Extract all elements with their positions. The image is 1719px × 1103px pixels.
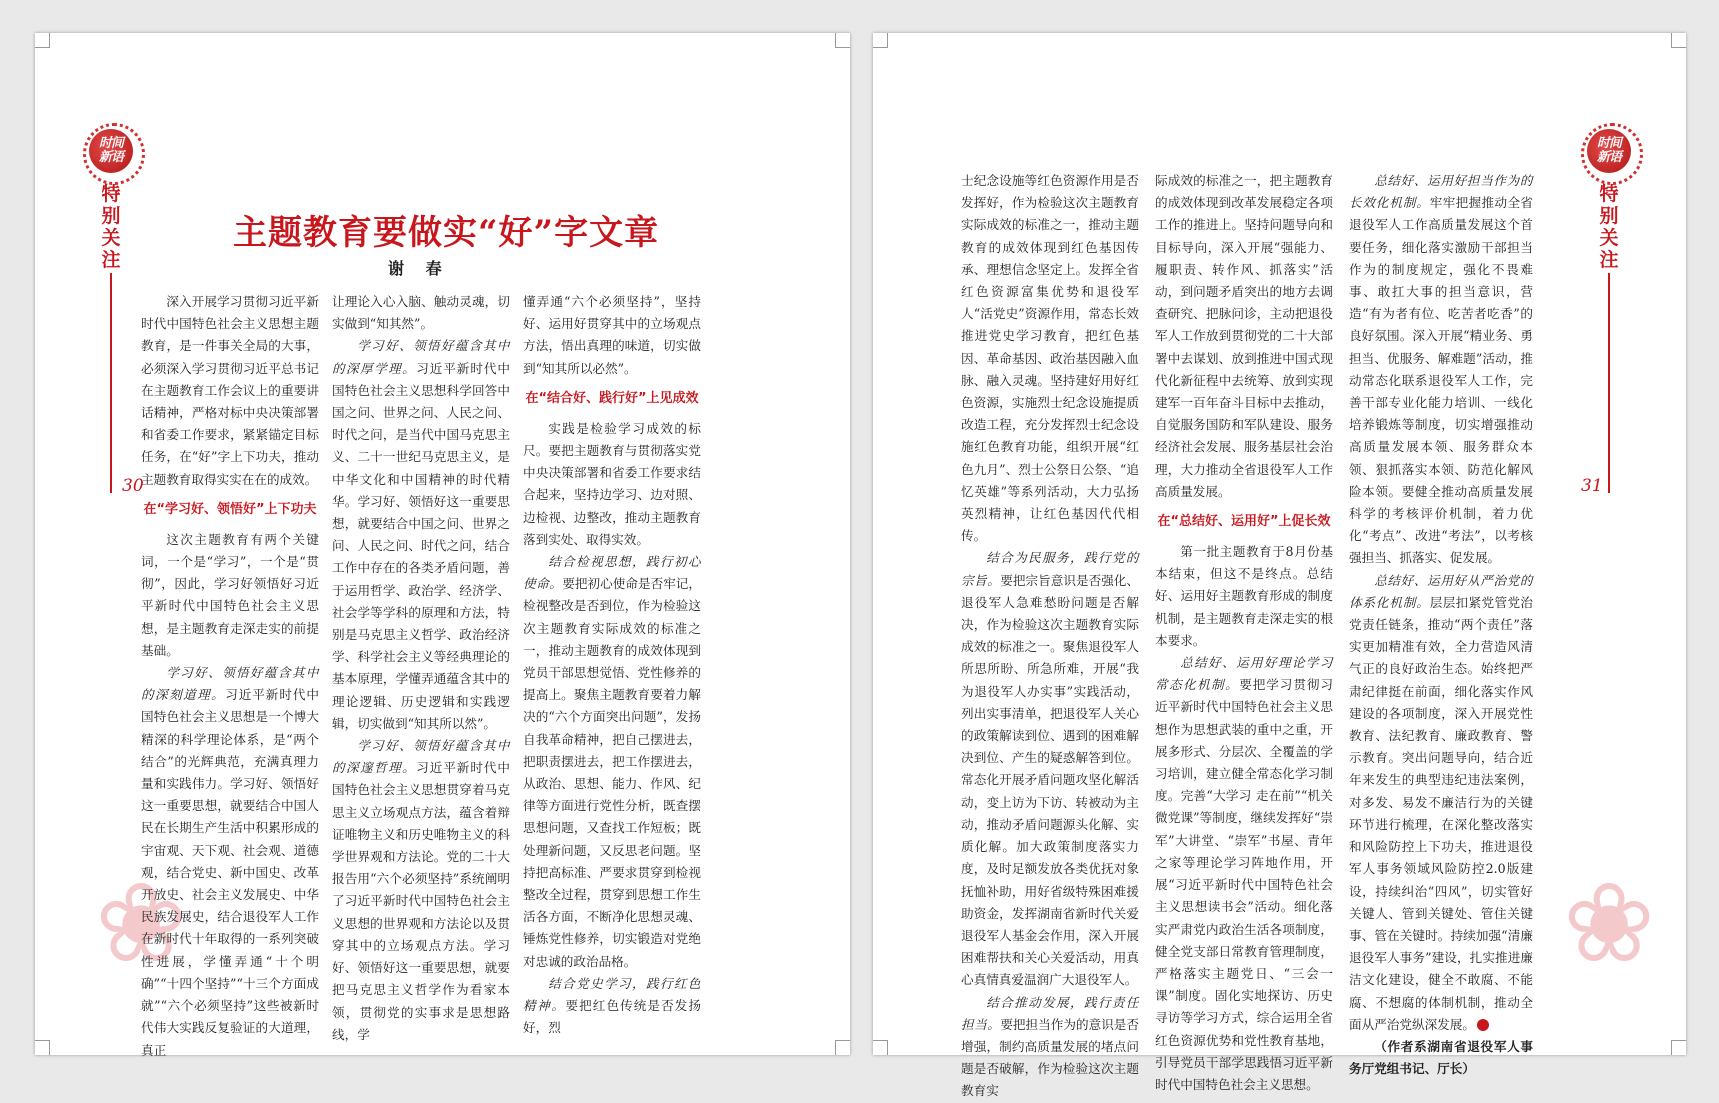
section-rule [1608,273,1610,493]
paragraph-text: 这次主题教育有两个关键词，一个是“学习”，一个是“贯彻”，因此，学习好领悟好习近平新时代中国特色社会主义思想，是主题教育走深走实的前提基础。 [141,531,319,658]
crop-mark [1671,1040,1686,1055]
paragraph [523,551,701,973]
paragraph [141,662,319,1062]
paragraph [523,291,701,380]
author-note [1349,1036,1533,1080]
paragraph-text: 牢牢把握推动全省退役军人工作高质量发展这个首要任务，细化落实激励干部担当作为的制度规定，强化不畏难事、敢扛大事的担当意识，营造“有为者有位、吃苦者吃香”的良好氛围。深入开展“精业务、勇担当、优服务、解难题”活动，推动常态化联系退役军人工作，完善干部专业化能力培训、一线化培养锻炼等制度，切实增强推动高质量发展本领、服务群众本领、狠抓落实本领、防范化解风险本领。要健全推动高质量发展科学的考核评价机制，着力优化“考点”、改进“考法”，以考核强担当、抓落实、促发展。 [1349,195,1534,566]
paragraph [1349,570,1533,1036]
article-column [1155,170,1334,1092]
paragraph-text: 要把初心使命是否牢记，检视整改是否到位，作为检验这次主题教育实际成效的标准之一，推动主题教育的成效体现到党员干部思想觉悟、党性修养的提高上。聚焦主题教育要着力解决的“六个方面突出问题”，发扬自我革命精神，把自己摆进去，把职责摆进去，把工作摆进去，从政治、思想、能力、作风、纪律等方面进行党性分析，既查摆思想问题，又查找工作短板；既处理新问题，又反思老问题。坚持把高标准、严要求贯穿到检视整改全过程，贯穿到思想工作生活各方面，不断净化思想灵魂、锤炼党性修养，切实锻造对党绝对忠诚的政治品格。 [523,576,702,969]
crop-mark [35,1040,50,1055]
paragraph-lead: 总结好、运用好理论学习常态化机制。 [1155,655,1333,693]
section-heading: 在“学习好、领悟好”上下功夫 [143,501,317,517]
paragraph [332,335,510,735]
paragraph-text: 懂弄通“六个必须坚持”，坚持好、运用好贯穿其中的立场观点方法，悟出真理的味道，切实做到“知其所以必然”。 [523,294,701,376]
section-rule [110,273,112,493]
paragraph [1155,170,1333,503]
section-label: 特别关注 [1599,183,1619,271]
paragraph-text: 要把宗旨意识是否强化、退役军人急难愁盼问题是否解决，作为检验这次主题教育实际成效的标准之一。聚焦退役军人所思所盼、所急所难，开展“我为退役军人办实事”实践活动，列出实事清单，把退役军人关心的政策解读到位、遇到的困难解决到位、产生的疑惑解答到位。常态化开展矛盾问题攻坚化解活动，变上访为下访、转被动为主动，推动矛盾问题源头化解、实质化解。加大政策制度落实力度，及时足额发放各类优抚对象抚恤补助，用好省级特殊困难援助资金，发挥湖南省新时代关爱退役军人基金会作用，深入开展困难帮扶和关心关爱活动，用真心真情真爱温润广大退役军人。 [961,572,1140,988]
article-author: 谢 春 [388,259,450,278]
paragraph-text: 层层扣紧党管党治党责任链条，推动“两个责任”落实更加精准有效，全力营造风清气正的良好政治生态。始终把严肃纪律挺在前面，细化落实作风建设的各项制度，深入开展党性教育、法纪教育、廉政教育、警示教育。突出问题导向，结合近年来发生的典型违纪违法案例，对多发、易发不廉洁行为的关键环节进行梳理，在深化整改落实和风险防控上下功夫，推进退役军人事务领域风险防控2.0版建设，持续纠治“四风”，切实管好关键人、管到关键处、管住关键事、管在关键时。持续加强“清廉退役军人事务”建设，扎实推进廉洁文化建设，健全不敢腐、不能腐、不想腐的体制机制，推动全面从严治党纵深发展。 [1349,594,1534,1032]
article-column [141,291,320,1058]
section-label: 特别关注 [101,183,121,271]
paragraph-text: 习近平新时代中国特色社会主义思想贯穿着马克思主义立场观点方法，蕴含着辩证唯物主义和历史唯物主义的科学世界观和方法论。党的二十大报告用“六个必须坚持”系统阐明了习近平新时代中国特色社会主义思想的世界观和方法论以及贯穿其中的立场观点方法。学习好、领悟好这一重要思想，就要把马克思主义哲学作为看家本领，贯彻党的实事求是思想路线，学 [332,760,511,1042]
section-heading: 在“结合好、践行好”上见成效 [525,390,699,406]
crop-mark [835,33,850,48]
paragraph-text: 要把红色传统是否发扬好，烈 [523,998,702,1036]
paragraph-lead: 总结好、运用好从严治党的体系化机制。 [1349,572,1533,610]
article-column [1349,170,1534,1076]
paragraph-text: 让理论入心入脑、触动灵魂，切实做到“知其然”。 [332,294,510,332]
crop-mark [873,33,888,48]
crop-mark [873,1040,888,1055]
paragraph-lead: 结合党史学习，践行红色精神。 [523,975,701,1014]
paragraph [1155,652,1333,1096]
page-number: 30 [122,476,144,496]
paragraph-text: 要把担当作为的意识是否增强，制约高质量发展的堵点问题是否破解，作为检验这次主题教育实 [961,1016,1140,1099]
paragraph-lead: 学习好、领悟好蕴含其中的深刻道理。 [141,665,319,703]
article-column [961,170,1140,1099]
paragraph-lead: 总结好、运用好担当作为的长效化机制。 [1349,173,1533,211]
paragraph [961,170,1139,547]
end-mark-icon [1477,1019,1489,1031]
decorative-cloud-icon: ❀ [95,859,188,987]
paragraph [332,735,510,1046]
paragraph-text: 第一批主题教育于8月份基本结束，但这不是终点。总结好、运用好主题教育形成的制度机制，是主题教育走深走实的根本要求。 [1155,544,1333,648]
left-page [35,33,850,1058]
paragraph [141,291,319,491]
paragraph-text: 要把学习贯彻习近平新时代中国特色社会主义思想作为思想武装的重中之重，开展多形式、分层次、全覆盖的学习培训，建立健全常态化学习制度。完善“大学习 走在前”“机关微党课”等制度，继续发挥好“崇军”大讲堂、“崇军”书屋、青年之家等理论学习阵地作用，开展“习近平新时代中国特色社会主义思想读书会”活动。细化落实严肃党内政治生活各项制度，健全党支部日常教育管理制度，严格落实主题党日、“三会一课”制度。固化实地探访、历史寻访等学习方式，综合运用全省红色资源优势和党性教育基地，引导党员干部学思践悟习近平新时代中国特色社会主义思想。 [1155,677,1334,1092]
decorative-cloud-icon: ❀ [1563,859,1656,987]
paragraph-lead: 结合检视思想，践行初心使命。 [523,554,701,592]
article-column [332,291,511,1042]
paragraph-lead: 结合为民服务，践行党的宗旨。 [961,550,1139,588]
paragraph-text: 习近平新时代中国特色社会主义思想科学回答中国之问、世界之问、人民之问、时代之问，是当代中国马克思主义、二十一世纪马克思主义，是中华文化和中国精神的时代精华。学习好、领悟好这一重要思想，就要结合中国之问、世界之问、人民之问、时代之问，结合工作中存在的各类矛盾问题，善于运用哲学、政治学、经济学、社会学等学科的原理和方法，特别是马克思主义哲学、政治经济学、科学社会主义等经典理论的基本原理，学懂弄通蕴含其中的理论逻辑、历史逻辑和实践逻辑，切实做到“知其所以然”。 [332,360,511,731]
paragraph [523,418,701,551]
paragraph [141,529,319,662]
section-heading: 在“总结好、运用好”上促长效 [1157,514,1331,530]
paragraph-text: 习近平新时代中国特色社会主义思想是一个博大精深的科学理论体系，是“两个结合”的光辉典范，充满真理力量和实践伟力。学习好、领悟好这一重要思想，就要结合中国人民在长期生产生活中积累形成的宇宙观、天下观、社会观、道德观，结合党史、新中国史、改革开放史、社会主义发展史、中华民族发展史，结合退役军人工作在新时代十年取得的一系列突破性进展，学懂弄通“十个明确”“十四个坚持”“十三个方面成就”“六个必须坚持”这些被新时代伟大实践反复验证的大道理，真正 [141,687,320,1058]
paragraph-text: （作者系湖南省退役军人事务厅党组书记、厅长） [1349,1038,1533,1076]
paragraph-text: 实践是检验学习成效的标尺。要把主题教育与贯彻落实党中央决策部署和省委工作要求结合起来，坚持边学习、边对照、边检视、边整改，推动主题教育落到实处、取得实效。 [523,420,701,547]
paragraph-lead: 学习好、领悟好蕴含其中的深厚学理。 [332,338,510,376]
paragraph-lead: 学习好、领悟好蕴含其中的深邃哲理。 [332,738,510,776]
crop-mark [1671,33,1686,48]
paragraph [332,291,510,335]
article-column [523,291,702,1036]
paragraph [1155,541,1333,652]
paragraph [523,973,701,1040]
page-number: 31 [1581,476,1603,496]
paragraph-lead: 结合推动发展，践行责任担当。 [961,994,1139,1032]
crop-mark [835,1040,850,1055]
paragraph-text: 深入开展学习贯彻习近平新时代中国特色社会主义思想主题教育，是一件事关全局的大事，必须深入学习贯彻习近平总书记在主题教育工作会议上的重要讲话精神，严格对标中央决策部署和省委工作要求，紧紧锚定目标任务，在“好”字上下功夫，推动主题教育取得实实在在的成效。 [141,294,319,487]
column-badge-logo: 时间 新语 [89,129,133,173]
paragraph [1349,170,1533,570]
paragraph [961,547,1139,991]
paragraph [961,992,1139,1103]
paragraph-text: 际成效的标准之一，把主题教育的成效体现到改革发展稳定各项工作的推进上。坚持问题导向和目标导向，深入开展“强能力、履职责、转作风、抓落实”活动，到问题矛盾突出的地方去调查研究、把脉问诊，主动把退役军人工作放到贯彻党的二十大部署中去谋划、放到推进中国式现代化新征程中去统筹、放到实现建军一百年奋斗目标中去推动，自觉服务国防和军队建设、服务经济社会发展、服务基层社会治理，大力推动全省退役军人工作高质量发展。 [1155,173,1333,499]
column-badge-logo: 时间 新语 [1587,129,1631,173]
article-title: 主题教育要做实“好”字文章 [233,213,660,253]
right-page [873,33,1686,1099]
paragraph-text: 士纪念设施等红色资源作用是否发挥好，作为检验这次主题教育实际成效的标准之一，推动主题教育的成效体现到红色基因传承、理想信念坚定上。发挥全省红色资源富集优势和退役军人“活党史”资源作用，常态长效推进党史学习教育，把红色基因、革命基因、政治基因融入血脉、融入灵魂。坚持建好用好红色资源，实施烈士纪念设施提质改造工程，充分发挥烈士纪念设施红色教育功能，组织开展“红色九月”、烈士公祭日公祭、“追忆英雄”等系列活动，大力弘扬英烈精神，让红色基因代代相传。 [961,173,1139,544]
crop-mark [35,33,50,48]
